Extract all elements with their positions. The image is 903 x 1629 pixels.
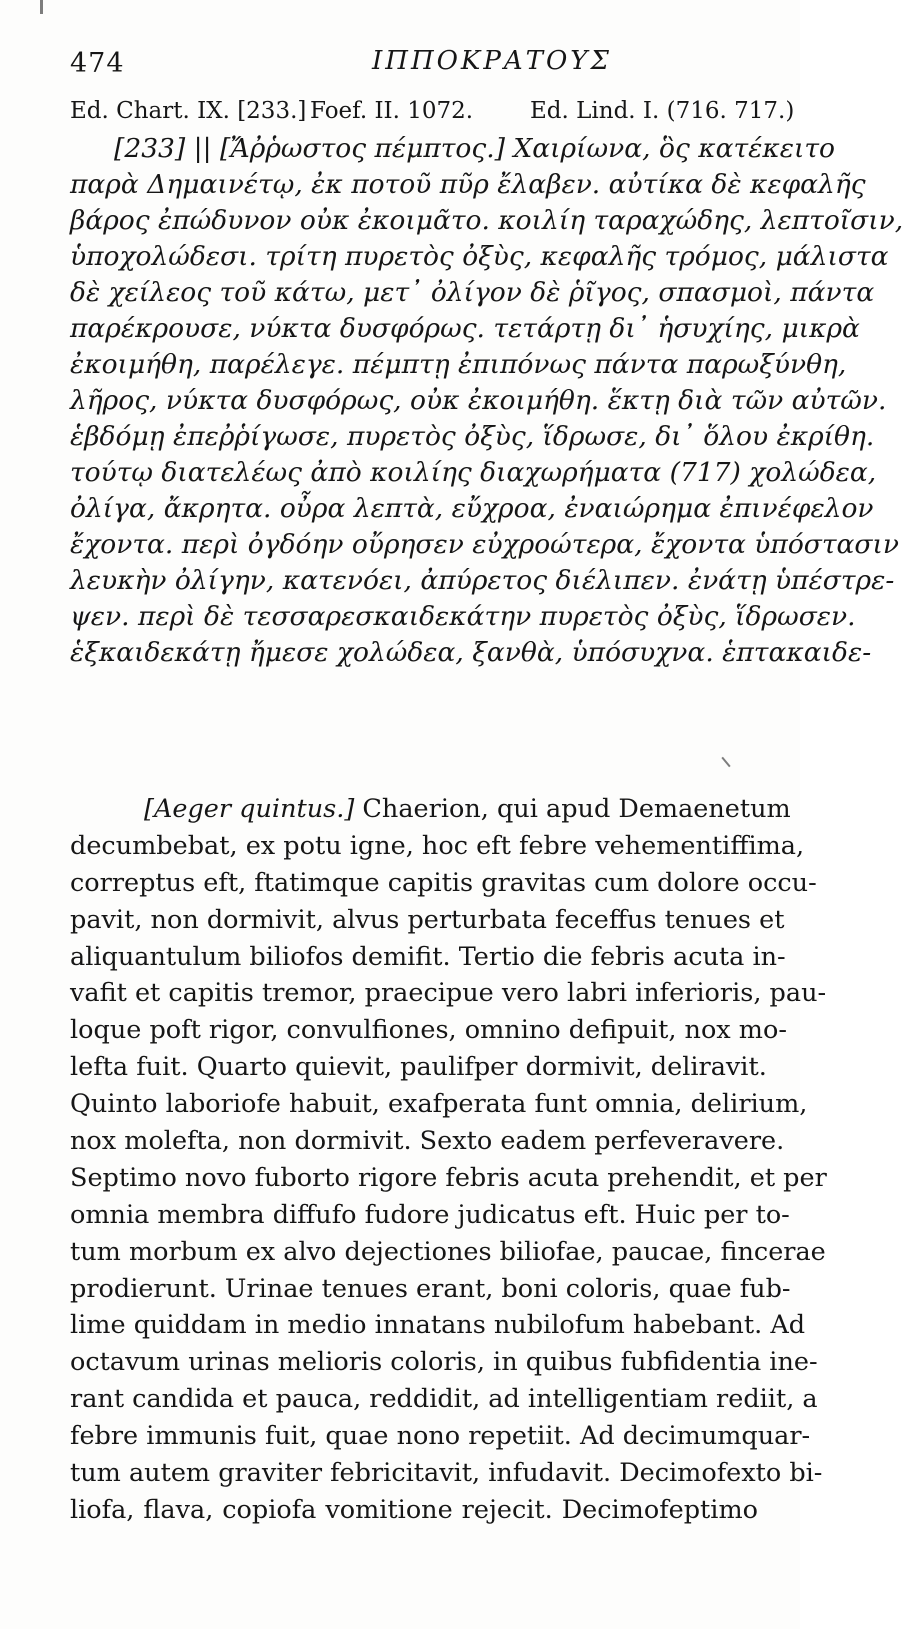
scan-speck bbox=[721, 757, 730, 767]
greek-line: παρὰ Δημαινέτῳ, ἐκ ποτοῦ πῦρ ἔλαβεν. αὐτίκα δὲ κεφαλῆς bbox=[70, 169, 866, 200]
latin-line: pavit, non dormivit, alvus perturbata feceffus tenues et bbox=[70, 904, 785, 935]
latin-line: rant candida et pauca, reddidit, ad intelligentiam rediit, a bbox=[70, 1384, 818, 1415]
greek-line: τούτῳ διατελέως ἀπὸ κοιλίης διαχωρήματα (717) χολώδεα, bbox=[70, 457, 877, 488]
latin-line: lime quiddam in medio innatans nubilofum habebant. Ad bbox=[70, 1310, 806, 1341]
latin-line: nox molefta, non dormivit. Sexto eadem perfeveravere. bbox=[70, 1126, 785, 1157]
greek-line: λῆρος, νύκτα δυσφόρως, οὐκ ἐκοιμήθη. ἕκτῃ διὰ τῶν αὐτῶν. bbox=[70, 385, 887, 416]
latin-first-text: Chaerion, qui apud Demaenetum bbox=[362, 794, 791, 824]
latin-line: aliquantulum biliofos demifit. Tertio die febris acuta in- bbox=[70, 941, 786, 972]
latin-line: vafit et capitis tremor, praecipue vero labri inferioris, pau- bbox=[70, 978, 827, 1009]
latin-line: Septimo novo fuborto rigore febris acuta prehendit, et per bbox=[70, 1162, 827, 1193]
edition-chartier: Ed. Chart. IX. [233.] bbox=[70, 98, 307, 124]
edition-foesius: Foef. II. 1072. bbox=[310, 98, 474, 124]
latin-line: prodierunt. Urinae tenues erant, boni coloris, quae fub- bbox=[70, 1273, 791, 1304]
latin-line: omnia membra diffufo fudore judicatus eft. Huic per to- bbox=[70, 1199, 790, 1230]
greek-line: ὀλίγα, ἄκρητα. οὖρα λεπτὰ, εὔχροα, ἐναιώρημα ἐπινέφελον bbox=[70, 493, 874, 524]
latin-line: loque poft rigor, convulfiones, omnino defipuit, nox mo- bbox=[70, 1015, 787, 1046]
latin-line: febre immunis fuit, quae nono repetiit. Ad decimumquar- bbox=[70, 1421, 811, 1452]
greek-line: ψεν. περὶ δὲ τεσσαρεσκαιδεκάτην πυρετὸς ὀξὺς, ἵδρωσεν. bbox=[70, 601, 856, 632]
greek-line: βάρος ἐπώδυνον οὐκ ἐκοιμᾶτο. κοιλίη ταραχώδης, λεπτοῖσιν, bbox=[70, 205, 903, 236]
latin-line: lefta fuit. Quarto quievit, paulifper dormivit, deliravit. bbox=[70, 1052, 767, 1083]
latin-translation-block bbox=[70, 791, 827, 1529]
greek-line: ἐκοιμήθη, παρέλεγε. πέμπτῃ ἐπιπόνως πάντα παρωξύνθη, bbox=[70, 349, 847, 380]
greek-line: ἔχοντα. περὶ ὀγδόην οὔρησεν εὐχροώτερα, ἔχοντα ὑπόστασιν bbox=[70, 529, 900, 560]
section-heading: [Aeger quintus.] bbox=[144, 794, 355, 824]
page-number: 474 bbox=[70, 48, 125, 79]
greek-line: ὑποχολώδεσι. τρίτη πυρετὸς ὀξὺς, κεφαλῆς τρόμος, μάλιστα bbox=[70, 241, 889, 272]
latin-line: liofa, flava, copiofa vomitione rejecit. Decimofeptimo bbox=[70, 1494, 758, 1525]
greek-line: λευκὴν ὀλίγην, κατενόει, ἀπύρετος διέλιπεν. ἐνάτῃ ὑπέστρε- bbox=[70, 565, 895, 596]
latin-line: tum autem graviter febricitavit, infudavit. Decimofexto bi- bbox=[70, 1458, 823, 1489]
greek-line: παρέκρουσε, νύκτα δυσφόρως. τετάρτῃ δι᾽ ἡσυχίης, μικρὰ bbox=[70, 313, 860, 344]
greek-line: ἑξκαιδεκάτῃ ἤμεσε χολώδεα, ξανθὰ, ὑπόσυχνα. ἑπτακαιδε- bbox=[70, 637, 872, 668]
running-title: ΙΠΠΟΚΡΑΤΟΥΣ bbox=[372, 46, 612, 76]
latin-line-first bbox=[70, 791, 791, 828]
edition-lind: Ed. Lind. I. (716. 717.) bbox=[530, 98, 795, 124]
greek-line: [233] || [Ἄῤῥωστος πέμπτος.] Χαιρίωνα, ὃς κατέκειτο bbox=[114, 133, 835, 164]
latin-line: decumbebat, ex potu igne, hoc eft febre vehementiffima, bbox=[70, 830, 805, 861]
page-header bbox=[70, 44, 760, 84]
greek-line: δὲ χείλεος τοῦ κάτω, μετ᾽ ὀλίγον δὲ ῥῖγος, σπασμοὶ, πάντα bbox=[70, 277, 875, 308]
greek-text-block bbox=[70, 131, 903, 671]
latin-line: Quinto laboriofe habuit, exafperata funt omnia, delirium, bbox=[70, 1089, 808, 1120]
latin-line: octavum urinas melioris coloris, in quibus fubfidentia ine- bbox=[70, 1347, 818, 1378]
latin-line: tum morbum ex alvo dejectiones biliofae, paucae, fincerae bbox=[70, 1236, 826, 1267]
greek-line: ἑβδόμῃ ἐπεῤῥίγωσε, πυρετὸς ὀξὺς, ἵδρωσε, δι᾽ ὅλου ἐκρίθη. bbox=[70, 421, 875, 452]
latin-line: correptus eft, ftatimque capitis gravitas cum dolore occu- bbox=[70, 867, 817, 898]
scan-speck bbox=[40, 0, 43, 14]
